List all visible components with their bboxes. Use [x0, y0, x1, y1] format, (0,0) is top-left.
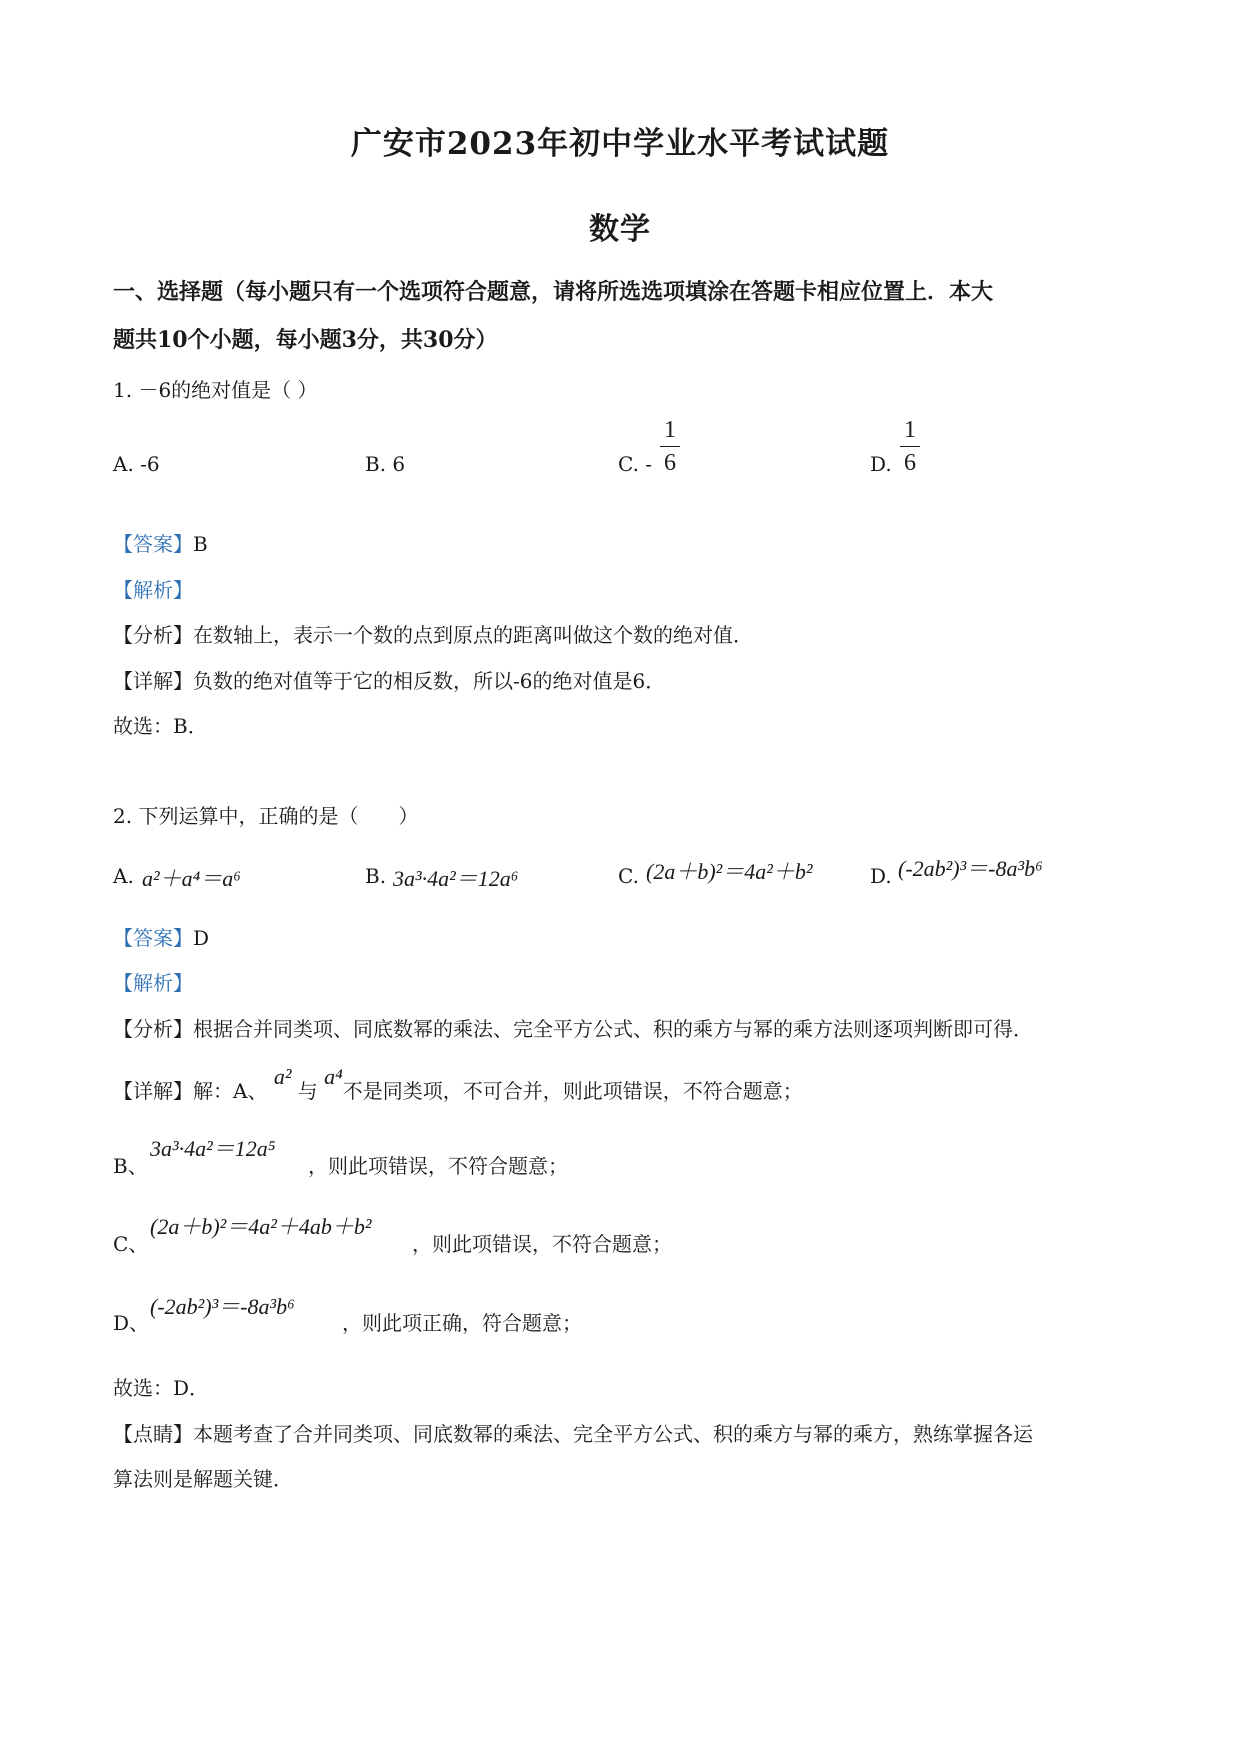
q1-option-c-prefix: C. -: [618, 452, 653, 476]
fraction-denominator: 6: [904, 450, 916, 476]
fraction-numerator: 1: [664, 417, 676, 443]
q2-xiangjie-line: [113, 1064, 803, 1104]
q1-option-c-fraction: [660, 416, 680, 477]
fraction-numerator: 1: [904, 417, 916, 443]
xiangjie-suffix: 不是同类项，不可合并，则此项错误，不符合题意；: [342, 1079, 803, 1103]
q2-dianjing-line2: 算法则是解题关键．: [113, 1467, 293, 1491]
q2-option-b-expr: 3a³·4a²＝12a⁶: [393, 866, 519, 891]
q2-line-b-label: B、: [113, 1154, 148, 1178]
q1-option-d-prefix: D.: [870, 452, 892, 476]
q2-option-c-expr: (2a＋b)²＝4a²＋b²: [646, 859, 813, 884]
q2-option-a-label: A.: [113, 864, 134, 888]
exam-title: 广安市2023年初中学业水平考试试题: [350, 126, 890, 162]
q1-option-d-fraction: [900, 416, 920, 477]
expr-a-fourth: a⁴: [324, 1064, 343, 1089]
fraction-denominator: 6: [664, 450, 676, 476]
q2-fenxi: 【分析】根据合并同类项、同底数幂的乘法、完全平方公式、积的乘方与幂的乘方法则逐项判断即可得．: [113, 1017, 1033, 1041]
q2-option-b-label: B.: [365, 864, 387, 888]
q1-fenxi: 【分析】在数轴上，表示一个数的点到原点的距离叫做这个数的绝对值．: [113, 623, 753, 647]
fraction-bar: [660, 446, 680, 447]
q2-line-c-label: C、: [113, 1232, 149, 1256]
q1-analysis-label: 【解析】: [113, 578, 193, 602]
answer-value: B: [193, 532, 208, 556]
q2-line-b-text: ，则此项错误，不符合题意；: [308, 1154, 568, 1178]
word-yu: 与: [297, 1079, 318, 1103]
q1-option-a: A. -6: [113, 452, 160, 476]
q2-line-c-expr: (2a＋b)²＝4a²＋4ab＋b²: [150, 1214, 372, 1239]
q2-conclusion: 故选：D．: [113, 1376, 210, 1400]
q2-line-d-label: D、: [113, 1311, 150, 1335]
q2-answer-line: [113, 922, 209, 951]
q1-answer-line: [113, 528, 208, 557]
section-heading-line1: 一、选择题（每小题只有一个选项符合题意，请将所选选项填涂在答题卡相应位置上．本大: [113, 279, 994, 305]
q2-line-d-text: ，则此项正确，符合题意；: [342, 1311, 582, 1335]
q2-line-d-expr: (-2ab²)³＝-8a³b⁶: [150, 1294, 295, 1319]
q1-option-b: B. 6: [365, 452, 406, 476]
q2-analysis-label: 【解析】: [113, 971, 193, 995]
answer-label: 【答案】: [113, 532, 193, 556]
q2-line-b-expr: 3a³·4a²＝12a⁵: [150, 1136, 276, 1161]
xiangjie-prefix: 【详解】解：A、: [113, 1079, 268, 1103]
expr-a-squared: a²: [273, 1064, 292, 1089]
section-heading-line2: 题共10个小题，每小题3分，共30分）: [113, 327, 498, 353]
fraction-bar: [900, 446, 920, 447]
q1-stem: 1. －6的绝对值是（ ）: [113, 378, 318, 402]
subject-title: 数学: [589, 212, 651, 247]
q2-option-d-label: D.: [870, 864, 892, 888]
q2-option-d-expr: (-2ab²)³＝-8a³b⁶: [898, 856, 1043, 881]
q1-xiangjie: 【详解】负数的绝对值等于它的相反数，所以-6的绝对值是6．: [113, 669, 666, 693]
q2-dianjing-line1: 【点睛】本题考查了合并同类项、同底数幂的乘法、完全平方公式、积的乘方与幂的乘方，熟练掌握各运: [113, 1422, 1033, 1446]
q2-line-c-text: ，则此项错误，不符合题意；: [412, 1232, 672, 1256]
q2-option-a-expr: a²＋a⁴＝a⁶: [142, 866, 241, 891]
q2-stem: 2. 下列运算中，正确的是（ ）: [113, 804, 419, 828]
q1-conclusion: 故选：B．: [113, 714, 208, 738]
answer-value: D: [193, 926, 210, 950]
q2-option-c-label: C.: [618, 864, 639, 888]
answer-label: 【答案】: [113, 926, 193, 950]
